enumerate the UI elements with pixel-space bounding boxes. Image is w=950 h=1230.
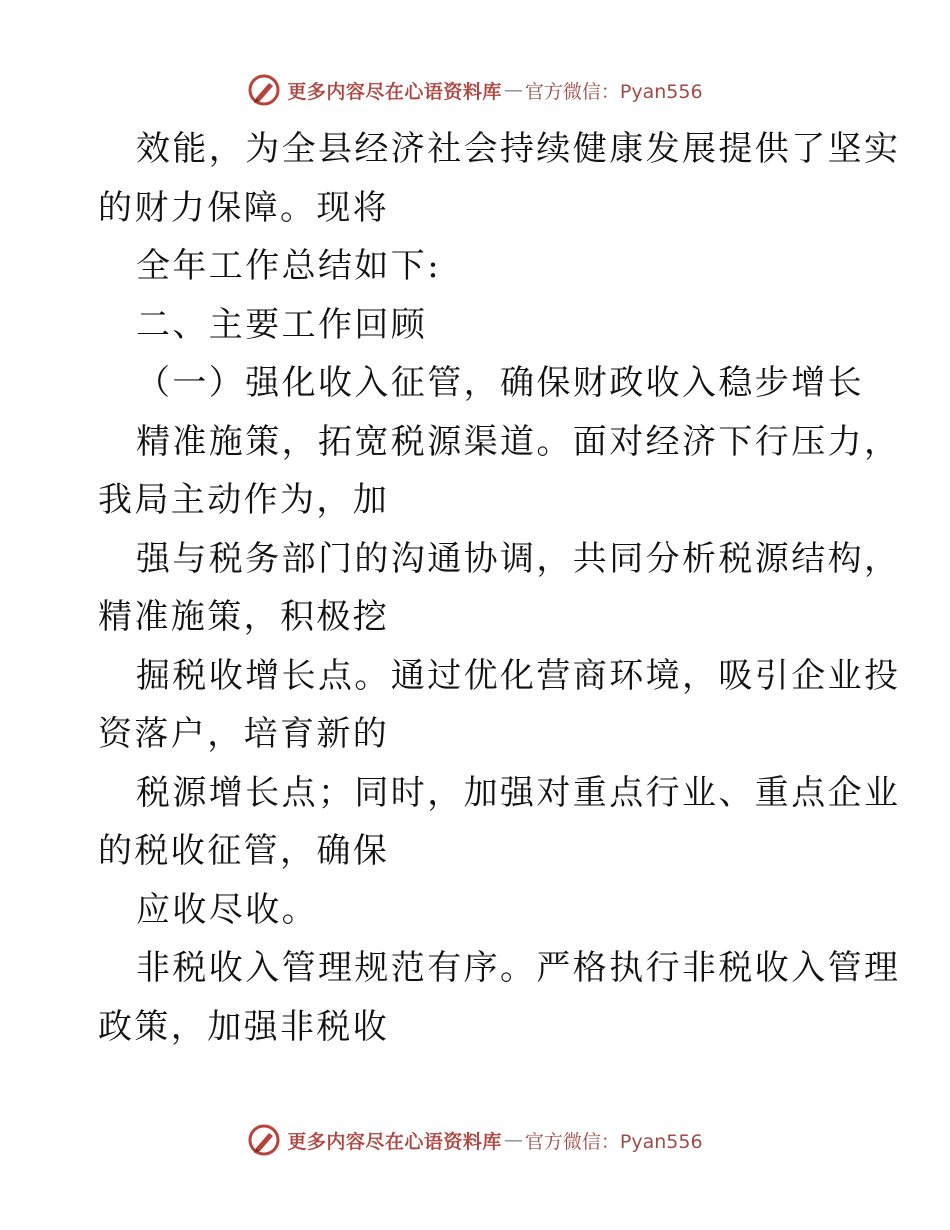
text-line: 资落户，培育新的 bbox=[98, 714, 390, 754]
text-line: 我局主动作为，加 bbox=[98, 480, 390, 520]
text-line: 应收尽收。 bbox=[136, 889, 318, 930]
text-line: 掘税收增长点。通过优化营商环境，吸引企业投 bbox=[136, 655, 901, 696]
watermark-separator: — bbox=[503, 1129, 523, 1151]
text-line: 政策，加强非税收 bbox=[98, 1006, 390, 1047]
text-line: 精准施策，拓宽税源渠道。面对经济下行压力， bbox=[136, 421, 901, 462]
text-line: 强与税务部门的沟通协调，共同分析税源结构， bbox=[136, 538, 901, 579]
text-line: 效能，为全县经济社会持续健康发展提供了坚实 bbox=[136, 129, 901, 169]
header-watermark bbox=[0, 70, 950, 110]
document-body bbox=[98, 120, 901, 1056]
text-line: 全年工作总结如下: bbox=[136, 246, 442, 286]
watermark-contact: 官方微信：Pyan556 bbox=[524, 80, 703, 103]
watermark-brand: 更多内容尽在心语资料库 bbox=[287, 1130, 502, 1153]
pen-logo-icon bbox=[247, 73, 281, 107]
text-line: 非税收入管理规范有序。严格执行非税收入管理 bbox=[136, 948, 901, 988]
section-heading: 二、主要工作回顾 bbox=[136, 304, 428, 345]
text-line: 的财力保障。现将 bbox=[98, 187, 390, 228]
watermark-contact: 官方微信：Pyan556 bbox=[524, 1130, 703, 1153]
text-line: 的税收征管，确保 bbox=[98, 831, 390, 871]
subsection-heading: （一）强化收入征管，确保财政收入稳步增长 bbox=[136, 363, 864, 403]
footer-watermark bbox=[0, 1120, 950, 1160]
watermark-separator: — bbox=[503, 79, 523, 101]
text-line: 精准施策，积极挖 bbox=[98, 597, 390, 637]
text-line: 税源增长点；同时，加强对重点行业、重点企业 bbox=[136, 772, 901, 813]
watermark-brand: 更多内容尽在心语资料库 bbox=[287, 80, 502, 103]
pen-logo-icon bbox=[247, 1123, 281, 1157]
